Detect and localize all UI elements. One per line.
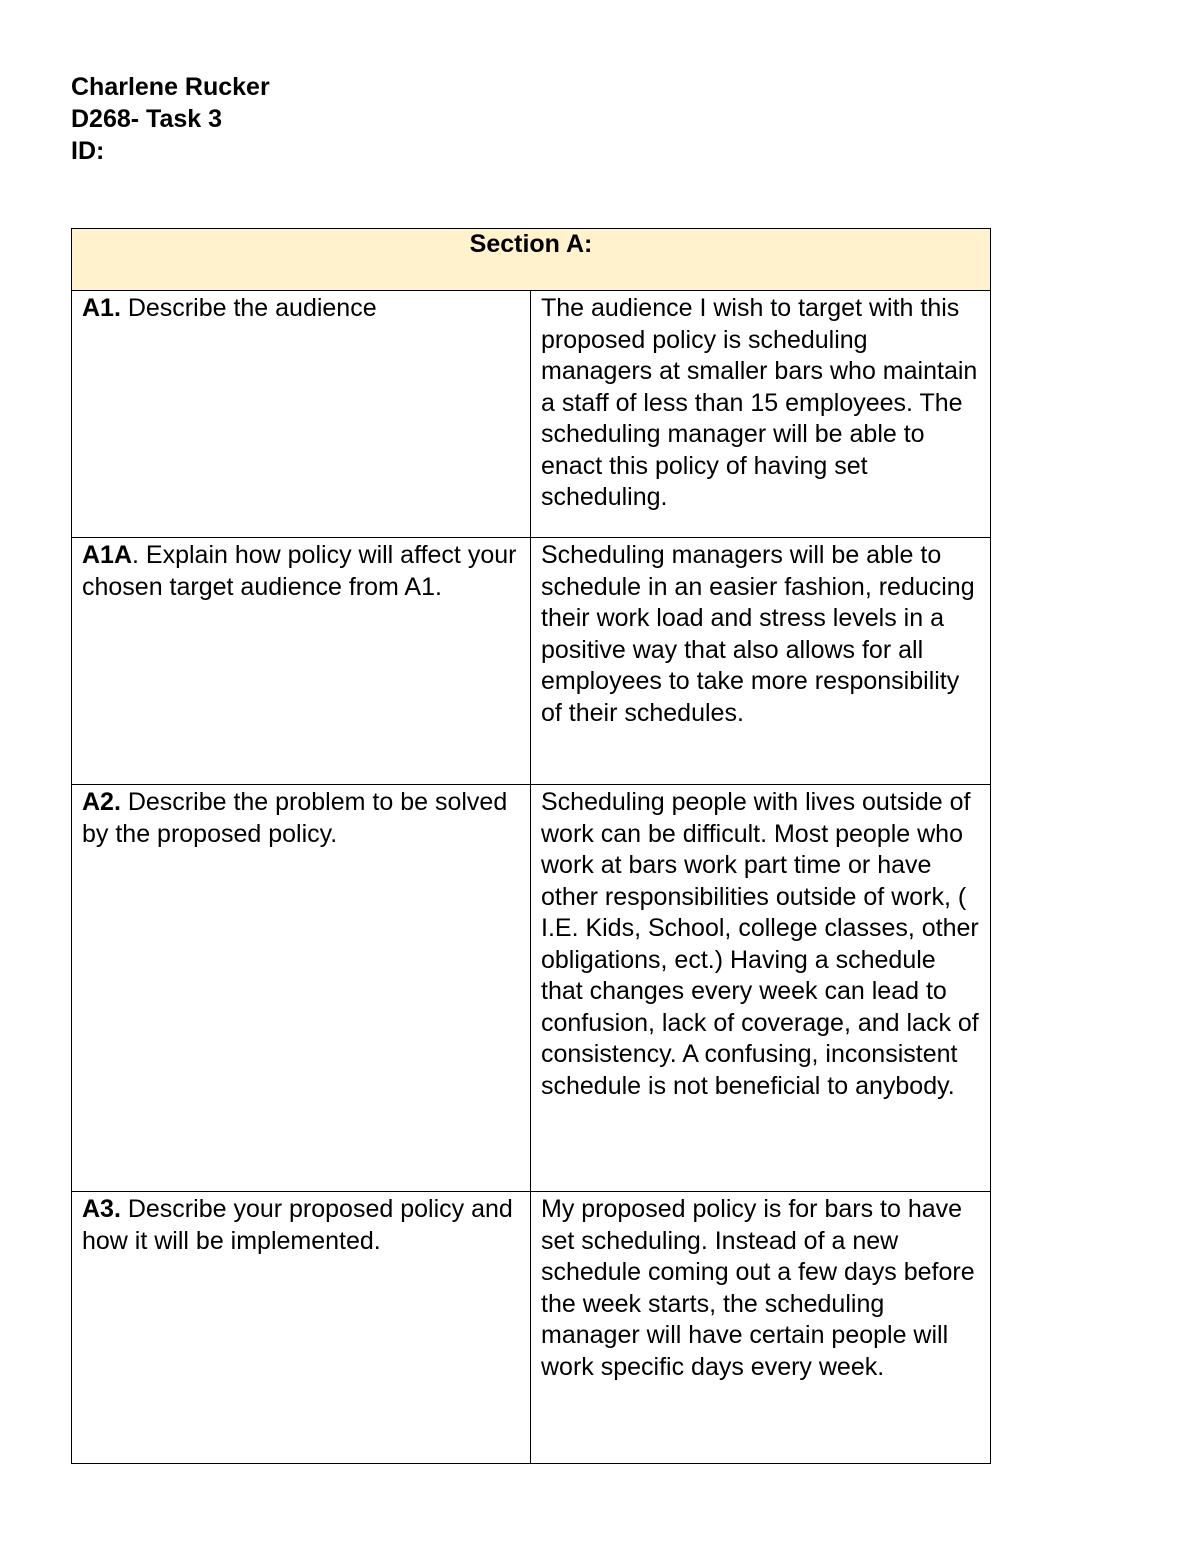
section-a-table [71,228,991,1464]
id-label: ID: [71,137,105,165]
question-cell [72,291,531,538]
answer-cell: My proposed policy is for bars to have set scheduling. Instead of a new schedule coming out a few days before the week starts, the scheduling manager will have certain people will work specific days every week. [531,1192,991,1464]
question-cell [72,538,531,785]
question-label: A1. [82,294,121,322]
answer-cell: Scheduling people with lives outside of work can be difficult. Most people who work at bars work part time or have other responsibilities outside of work, ( I.E. Kids, School, college classes, other obligations, ect.) Having a schedule that changes every week can lead to confusion, lack of coverage, and lack of consistency. A confusing, inconsistent schedule is not beneficial to anybody. [531,785,991,1192]
section-header-row [72,229,991,291]
question-prompt: Describe your proposed policy and how it will be implemented. [82,1195,513,1255]
document-header [71,71,270,167]
question-cell [72,1192,531,1464]
question-prompt: Describe the audience [120,294,377,322]
question-label: A1A [82,541,133,569]
question-prompt: . Explain how policy will affect your chosen target audience from A1. [82,541,517,601]
question-cell [72,785,531,1192]
course-task: D268- Task 3 [71,105,223,133]
answer-cell: Scheduling managers will be able to schedule in an easier fashion, reducing their work load and stress levels in a positive way that also allows for all employees to take more responsibility of their schedules. [531,538,991,785]
answer-cell: The audience I wish to target with this proposed policy is scheduling managers at smaller bars who maintain a staff of less than 15 employees. The scheduling manager will be able to enact this policy of having set scheduling. [531,291,991,538]
section-title: Section A: [72,229,991,291]
table-row [72,1192,991,1464]
question-label: A3. [82,1195,121,1223]
table-row [72,538,991,785]
question-prompt: Describe the problem to be solved by the proposed policy. [82,788,508,848]
author-name: Charlene Rucker [71,73,270,101]
question-label: A2. [82,788,121,816]
table-row [72,291,991,538]
table-row [72,785,991,1192]
